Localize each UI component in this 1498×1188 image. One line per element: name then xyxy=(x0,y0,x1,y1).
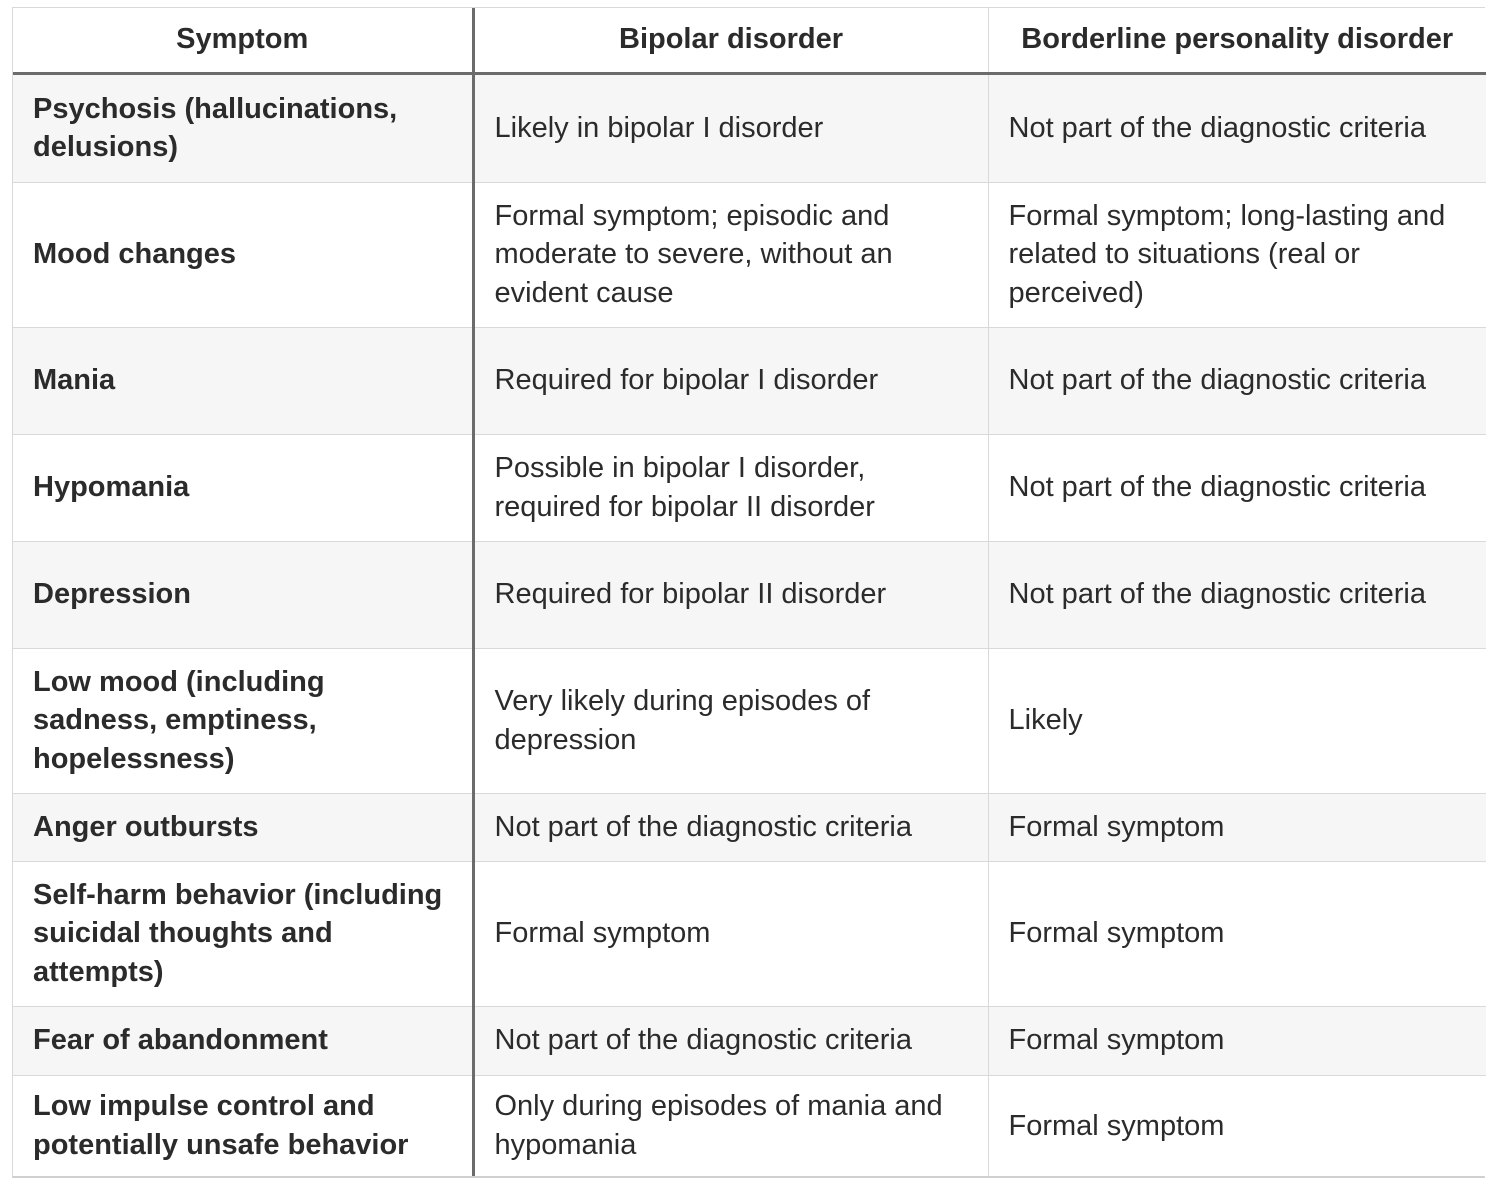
bipolar-cell: Not part of the diagnostic criteria xyxy=(473,793,988,861)
borderline-cell: Formal symptom xyxy=(988,1075,1486,1176)
symptom-cell: Fear of abandonment xyxy=(13,1006,473,1075)
header-bipolar-disorder: Bipolar disorder xyxy=(473,8,988,73)
borderline-cell: Not part of the diagnostic criteria xyxy=(988,73,1486,182)
table-row xyxy=(13,1075,1486,1176)
bipolar-cell: Required for bipolar II disorder xyxy=(473,541,988,648)
header-symptom: Symptom xyxy=(13,8,473,73)
table-row xyxy=(13,1006,1486,1075)
table-row xyxy=(13,73,1486,182)
table-row xyxy=(13,434,1486,541)
header-borderline-personality-disorder: Borderline personality disorder xyxy=(988,8,1486,73)
borderline-cell: Formal symptom xyxy=(988,861,1486,1006)
symptom-cell: Mood changes xyxy=(13,182,473,327)
comparison-table xyxy=(13,8,1486,1176)
symptom-cell: Depression xyxy=(13,541,473,648)
table-row xyxy=(13,327,1486,434)
symptom-cell: Low mood (including sadness, emptiness, hopelessness) xyxy=(13,648,473,793)
symptom-cell: Anger outbursts xyxy=(13,793,473,861)
comparison-table-container xyxy=(12,7,1485,1178)
table-row xyxy=(13,861,1486,1006)
table-row xyxy=(13,793,1486,861)
bipolar-cell: Likely in bipolar I disorder xyxy=(473,73,988,182)
borderline-cell: Formal symptom xyxy=(988,1006,1486,1075)
bipolar-cell: Possible in bipolar I disorder, required for bipolar II disorder xyxy=(473,434,988,541)
table-body xyxy=(13,73,1486,1176)
table-row xyxy=(13,648,1486,793)
bipolar-cell: Required for bipolar I disorder xyxy=(473,327,988,434)
bipolar-cell: Formal symptom xyxy=(473,861,988,1006)
bipolar-cell: Only during episodes of mania and hypomania xyxy=(473,1075,988,1176)
bipolar-cell: Very likely during episodes of depression xyxy=(473,648,988,793)
bipolar-cell: Formal symptom; episodic and moderate to severe, without an evident cause xyxy=(473,182,988,327)
symptom-cell: Low impulse control and potentially unsafe behavior xyxy=(13,1075,473,1176)
borderline-cell: Likely xyxy=(988,648,1486,793)
table-row xyxy=(13,541,1486,648)
symptom-cell: Hypomania xyxy=(13,434,473,541)
symptom-cell: Psychosis (hallucinations, delusions) xyxy=(13,73,473,182)
borderline-cell: Not part of the diagnostic criteria xyxy=(988,327,1486,434)
symptom-cell: Mania xyxy=(13,327,473,434)
table-header xyxy=(13,8,1486,73)
borderline-cell: Not part of the diagnostic criteria xyxy=(988,434,1486,541)
borderline-cell: Not part of the diagnostic criteria xyxy=(988,541,1486,648)
table-row xyxy=(13,182,1486,327)
borderline-cell: Formal symptom xyxy=(988,793,1486,861)
header-row xyxy=(13,8,1486,73)
bipolar-cell: Not part of the diagnostic criteria xyxy=(473,1006,988,1075)
borderline-cell: Formal symptom; long-lasting and related to situations (real or perceived) xyxy=(988,182,1486,327)
symptom-cell: Self-harm behavior (including suicidal thoughts and attempts) xyxy=(13,861,473,1006)
